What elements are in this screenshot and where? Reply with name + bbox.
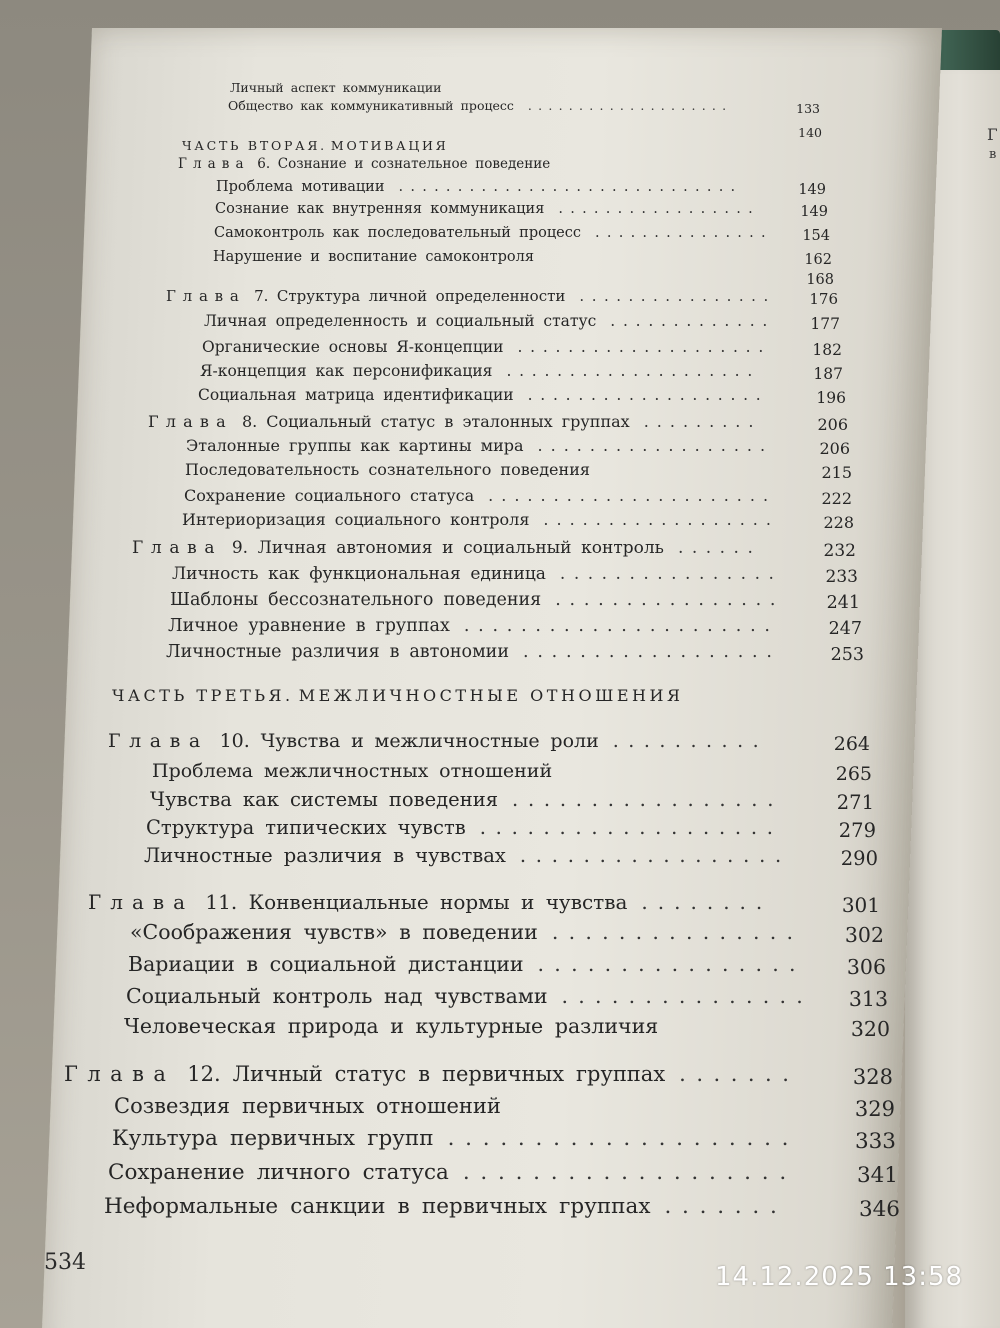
- toc-entry-title: [215, 202, 544, 217]
- toc-chapter-row[interactable]: [0, 540, 1000, 565]
- toc-entry-label: Личностные различия в чувствах: [144, 844, 506, 867]
- toc-entry-prefix: Глава: [108, 730, 209, 752]
- toc-leader-dots: ...............: [551, 920, 804, 944]
- toc-leader-dots: ..................: [543, 510, 779, 529]
- page-number: 534: [44, 1250, 86, 1275]
- toc-section-row[interactable]: [0, 1128, 1000, 1158]
- toc-entry-label: Культура первичных групп: [112, 1126, 434, 1151]
- toc-entry-label: Сохранение социального статуса: [184, 486, 475, 505]
- toc-entry-label: Личная определенность и социальный статус: [204, 312, 597, 330]
- toc-section-row[interactable]: [0, 790, 1000, 818]
- toc-page-number: 271: [836, 791, 874, 814]
- toc-section-row[interactable]: [0, 592, 1000, 618]
- toc-entry-title: [170, 592, 541, 610]
- toc-entry-prefix: ЧАСТЬ ТРЕТЬЯ.: [112, 686, 294, 705]
- toc-page-number: 196: [816, 389, 846, 407]
- toc-leader-dots: ..................: [537, 436, 774, 455]
- toc-leader-dots: .......: [664, 1194, 788, 1219]
- toc-page-number: 313: [848, 987, 888, 1011]
- toc-entry-title: [108, 732, 599, 751]
- toc-entry-title: [200, 364, 492, 380]
- toc-page-number: 149: [800, 204, 828, 220]
- toc-entry-title: [198, 388, 514, 404]
- toc-entry-title: [182, 512, 529, 528]
- toc-part-heading[interactable]: [0, 688, 1000, 712]
- toc-page-number: 247: [828, 619, 862, 639]
- toc-entry-label: Органические основы Я-концепции: [202, 338, 504, 356]
- toc-page-number: 333: [854, 1129, 896, 1154]
- toc-section-row[interactable]: [0, 1196, 1000, 1226]
- toc-section-row[interactable]: [0, 644, 1000, 670]
- toc-entry-title: [230, 82, 442, 95]
- toc-leader-dots: .................: [512, 788, 784, 811]
- toc-leader-dots: .................: [519, 844, 791, 867]
- toc-entry-label: Неформальные санкции в первичных группах: [104, 1194, 651, 1219]
- toc-page-number: 149: [798, 182, 826, 198]
- toc-entry-title: [148, 414, 630, 430]
- toc-entry-title: [166, 644, 509, 662]
- toc-entry-label: Личностные различия в автономии: [166, 642, 510, 662]
- toc-page-number: 264: [833, 733, 870, 755]
- toc-leader-dots: ....................: [506, 362, 760, 380]
- toc-leader-dots: ....................: [447, 1126, 800, 1151]
- toc-section-row[interactable]: [0, 488, 1000, 512]
- toc-entry-title: [172, 566, 546, 583]
- toc-leader-dots: ....................: [527, 98, 733, 113]
- toc-entry-title: [144, 846, 506, 866]
- toc-section-row[interactable]: [0, 100, 1000, 121]
- toc-section-row[interactable]: [0, 226, 1000, 249]
- toc-entry-title: [104, 1196, 650, 1218]
- toc-page-number: 228: [823, 513, 854, 532]
- toc-entry-title: [186, 438, 524, 454]
- toc-entry-label: Шаблоны бессознательного поведения: [170, 590, 542, 610]
- toc-entry-title: [213, 250, 534, 265]
- toc-page-number: 302: [844, 923, 884, 947]
- toc-leader-dots: ......................: [463, 616, 779, 636]
- toc-leader-dots: .................: [558, 201, 760, 217]
- toc-entry-label: Чувства как системы поведения: [150, 788, 499, 811]
- toc-leader-dots: ......................: [488, 486, 777, 505]
- toc-section-row[interactable]: [0, 618, 1000, 644]
- toc-entry-label: Интериоризация социального контроля: [182, 510, 530, 529]
- toc-page-number: 206: [819, 439, 850, 458]
- toc-entry-label: 11. Конвенциальные нормы и чувства: [205, 890, 628, 914]
- toc-entry-label: Последовательность сознательного поведения: [185, 460, 590, 479]
- toc-page-number: 301: [841, 893, 880, 917]
- toc-entry-title: [166, 289, 565, 304]
- toc-leader-dots: ....................: [517, 338, 772, 356]
- toc-page-number: 320: [850, 1017, 890, 1041]
- right-page-letter-1: Г: [987, 125, 998, 144]
- toc-page-number: 346: [858, 1197, 900, 1222]
- toc-leader-dots: ......: [677, 538, 762, 558]
- toc-entry-title: [216, 180, 385, 195]
- toc-page-number: 329: [854, 1097, 895, 1121]
- toc-section-row[interactable]: [0, 954, 1000, 983]
- toc-section-row[interactable]: [0, 986, 1000, 1015]
- toc-page-number: 222: [821, 489, 852, 508]
- toc-chapter-row[interactable]: [0, 892, 1000, 920]
- toc-page-number: 168: [806, 272, 834, 288]
- toc-leader-dots: ...................: [462, 1160, 797, 1185]
- toc-section-row[interactable]: [0, 340, 1000, 364]
- toc-entry-label: Я-концепция как персонификация: [200, 362, 493, 380]
- toc-page-number: 133: [796, 101, 820, 116]
- toc-entry-label: Общество как коммуникативный процесс: [228, 98, 514, 113]
- toc-section-row[interactable]: [0, 438, 1000, 462]
- toc-section-row[interactable]: [0, 314, 1000, 338]
- toc-chapter-row[interactable]: [0, 289, 1000, 312]
- toc-entry-title: [146, 818, 466, 838]
- toc-entry-label: Вариации в социальной дистанции: [128, 952, 524, 976]
- toc-entry-label: Социальная матрица идентификации: [198, 386, 514, 404]
- toc-page-number: 241: [826, 593, 860, 613]
- toc-leader-dots: ...................: [527, 386, 769, 404]
- toc-entry-label: 8. Социальный статус в эталонных группах: [241, 412, 630, 431]
- toc-leader-dots: ...............: [595, 225, 773, 241]
- toc-entry-prefix: Глава: [132, 538, 223, 558]
- toc-section-row[interactable]: [0, 364, 1000, 388]
- toc-entry-label: 10. Чувства и межличностные роли: [219, 730, 599, 752]
- toc-entry-prefix: Глава: [166, 287, 246, 305]
- toc-entry-label: «Соображения чувств» в поведении: [130, 920, 538, 944]
- toc-leader-dots: ........: [641, 890, 773, 914]
- toc-entry-title: [152, 762, 552, 781]
- toc-entry-label: МЕЖЛИЧНОСТНЫЕ ОТНОШЕНИЯ: [298, 686, 684, 705]
- toc-entry-prefix: Глава: [88, 890, 195, 914]
- toc-entry-label: Проблема межличностных отношений: [152, 760, 553, 782]
- toc-page-number: 341: [856, 1163, 898, 1188]
- toc-page-number: 187: [813, 365, 843, 383]
- toc-chapter-row[interactable]: [0, 158, 1000, 180]
- toc-section-row[interactable]: [0, 202, 1000, 225]
- toc-leader-dots: ...................: [479, 816, 783, 839]
- toc-page-number: 306: [846, 955, 886, 979]
- toc-entry-title: [228, 100, 514, 113]
- toc-entry-label: Структура типических чувств: [146, 816, 466, 839]
- toc-entry-label: Личность как функциональная единица: [172, 564, 546, 584]
- toc-entry-title: [204, 314, 596, 330]
- toc-section-row[interactable]: [0, 922, 1000, 951]
- toc-entry-title: [214, 226, 581, 241]
- toc-entry-title: [108, 1162, 449, 1184]
- toc-entry-label: 7. Структура личной определенности: [254, 287, 566, 305]
- toc-entry-title: [126, 986, 548, 1007]
- toc-entry-prefix: Глава: [64, 1062, 176, 1086]
- toc-entry-label: 9. Личная автономия и социальный контроль: [231, 538, 664, 558]
- toc-entry-label: Социальный контроль над чувствами: [126, 984, 548, 1008]
- toc-entry-title: [112, 688, 683, 704]
- toc-entry-label: Личное уравнение в группах: [168, 616, 450, 636]
- toc-leader-dots: ................: [537, 952, 806, 976]
- toc-leader-dots: .............: [610, 312, 776, 330]
- toc-entry-title: [124, 1016, 658, 1037]
- toc-section-row[interactable]: [0, 1162, 1000, 1192]
- toc-page-number: 206: [817, 415, 848, 434]
- toc-leader-dots: .........: [643, 412, 762, 431]
- toc-section-row[interactable]: [0, 388, 1000, 412]
- toc-section-row[interactable]: [0, 818, 1000, 846]
- photo-timestamp: 14.12.2025 13:58: [715, 1262, 964, 1292]
- toc-entry-title: [130, 922, 538, 943]
- toc-section-row[interactable]: [0, 566, 1000, 591]
- toc-section-row[interactable]: [0, 462, 1000, 486]
- toc-entry-title: [185, 462, 590, 478]
- toc-chapter-row[interactable]: [0, 1064, 1000, 1093]
- toc-entry-title: [182, 140, 448, 153]
- toc-leader-dots: ................: [555, 590, 785, 610]
- toc-chapter-row[interactable]: [0, 732, 1000, 759]
- toc-entry-label: МОТИВАЦИЯ: [330, 138, 449, 153]
- toc-section-row[interactable]: [0, 1016, 1000, 1045]
- toc-entry-title: [112, 1128, 434, 1150]
- toc-entry-label: Сохранение личного статуса: [108, 1160, 449, 1185]
- toc-page-number: 328: [852, 1065, 893, 1089]
- toc-page-number: 176: [809, 290, 838, 308]
- toc-section-row[interactable]: [0, 512, 1000, 536]
- toc-page-number: 182: [812, 341, 842, 359]
- toc-entry-title: [88, 892, 627, 912]
- toc-page-number: 233: [825, 567, 858, 587]
- toc-leader-dots: .............................: [398, 179, 743, 195]
- toc-entry-title: [64, 1064, 665, 1085]
- toc-page-number: 232: [823, 541, 856, 561]
- toc-page-number: 177: [810, 315, 840, 333]
- toc-leader-dots: ..................: [523, 642, 781, 662]
- toc-entry-prefix: Глава: [178, 156, 250, 172]
- toc-entry-label: Человеческая природа и культурные различия: [124, 1014, 659, 1038]
- toc-entry-label: Личный аспект коммуникации: [230, 80, 442, 95]
- toc-page-number: 162: [804, 252, 832, 268]
- toc-leader-dots: ................: [579, 287, 776, 305]
- toc-entry-title: [168, 618, 450, 636]
- toc-entry-label: Созвездия первичных отношений: [114, 1094, 501, 1118]
- toc-section-row[interactable]: [0, 180, 1000, 203]
- toc-page-number: 265: [835, 763, 872, 785]
- toc-section-row[interactable]: [0, 1096, 1000, 1125]
- toc-page-number: 215: [821, 463, 852, 482]
- toc-leader-dots: ................: [559, 564, 783, 584]
- toc-entry-prefix: ЧАСТЬ ВТОРАЯ.: [182, 138, 327, 153]
- toc-leader-dots: ..........: [612, 730, 769, 752]
- toc-page-number: 253: [830, 645, 864, 665]
- toc-page-number: 140: [798, 125, 822, 140]
- toc-chapter-row[interactable]: [0, 414, 1000, 438]
- toc-page-number: 290: [840, 847, 878, 870]
- toc-section-row[interactable]: [0, 846, 1000, 874]
- toc-entry-title: [178, 158, 550, 172]
- toc-entry-title: [150, 790, 498, 810]
- right-page-letter-2: в: [989, 147, 997, 162]
- toc-entry-label: Самоконтроль как последовательный процесс: [214, 225, 581, 241]
- toc-section-row[interactable]: [0, 762, 1000, 789]
- toc-entry-title: [202, 340, 504, 356]
- toc-page-number: 154: [802, 228, 830, 244]
- toc-entry-label: 12. Личный статус в первичных группах: [187, 1062, 666, 1086]
- toc-entry-label: Эталонные группы как картины мира: [186, 436, 524, 455]
- toc-entry-label: Нарушение и воспитание самоконтроля: [213, 249, 534, 265]
- toc-entry-title: [184, 488, 474, 504]
- toc-leader-dots: .......: [679, 1062, 800, 1086]
- toc-entry-prefix: Глава: [148, 412, 233, 431]
- toc-entry-title: [114, 1096, 501, 1117]
- toc-entry-title: [132, 540, 664, 557]
- toc-entry-title: [128, 954, 524, 975]
- toc-entry-label: 6. Сознание и сознательное поведение: [257, 156, 551, 172]
- toc-entry-label: Проблема мотивации: [216, 179, 385, 195]
- toc-leader-dots: ...............: [561, 984, 814, 1008]
- toc-page-number: 279: [838, 819, 876, 842]
- toc-entry-label: Сознание как внутренняя коммуникация: [215, 201, 545, 217]
